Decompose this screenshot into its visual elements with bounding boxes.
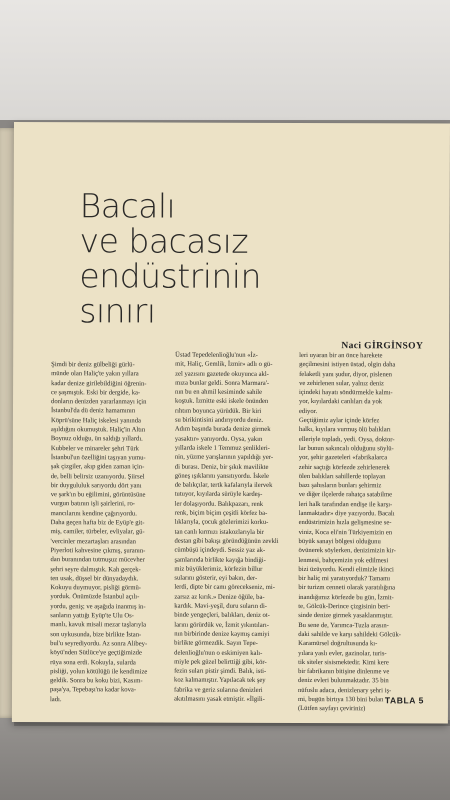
text-line: bir fabrikanın bitişine dinlenme ve [298,668,390,676]
text-line: Köprü'süne Haliç iskelesi yanında [50,416,141,425]
text-line: bazı şahısların bunları şehirmiz [298,482,382,490]
text-line: koz kalmamıştır. Yapılacak tek şey [174,676,266,685]
text-line: zel yazısını gazetede okuyunca akl- [175,370,269,378]
text-line: leri uyaran bir an önce harekete [299,351,383,360]
text-line: delenlioğlu'nun o eskimiyen kalı- [174,649,263,657]
text-line: kardık. Mavi-yeşil, duru suların di- [174,602,267,610]
text-line: lar bunun sakıncalı olduğunu söylü- [298,444,394,453]
text-line: ediyor. [298,407,318,415]
text-line: Geçtiğimiz aylar içinde körfez [298,417,380,425]
text-line: elleriyle topladı, yedi. Oysa, doktor- [298,435,395,444]
text-line: yasaktır» yanıyordu. Oysa, yakın [174,435,263,443]
text-line: lenmesi, bahçemizin yok edilmesi [298,556,389,564]
text-line: daki sahilde ve karşı sahildeki Gölcük- [298,630,401,639]
magazine-page [12,122,450,724]
text-line: leri halk tarafından endişe ile karşı- [298,500,393,509]
text-line: binde yengeçleri, balıkları, deniz ot- [174,611,270,620]
text-line: lıklarıyla, çocuk gözlerimizi korku- [174,518,269,527]
text-line: kadar denize girilebildiğini öğrenin- [51,379,147,388]
text-line: miş, camiler, türbeler, evliyalar, gü- [50,528,145,536]
text-line: larını görürdük ve, İzmit yıkıntıları- [174,621,269,629]
text-column-2 [174,351,293,705]
text-line: sanların yattığı Eyüp'te Ulu Os- [50,612,134,620]
text-line: di burası. Deniz, bir şıkık mavilikte [174,463,269,471]
text-line: nüfuslu adaca, denizlenary şehri iş- [298,686,392,695]
text-line: 'vercinler mezartaşları arasından [50,537,136,546]
text-line: şamlarında birlikte kayığa bindiği- [174,556,266,564]
text-line: zarsız az kırık.» Denize öğüle, ba- [174,593,265,601]
text-line: ve şark'ın bu eğilimini, görüntüsüne [50,491,146,499]
text-line: tan canlı kırmızı istakozlarıyla bir [174,528,264,536]
text-line: Piyerloti kahvesine çıkmış, şuranın- [50,547,146,555]
text-line: inandığımız körfezde bu gün, İzmit- [298,593,394,602]
text-line: dan buranından tutmuşuz mücevher [50,556,145,564]
text-line: miz büyüklerimiz, körfezin billur [174,565,263,573]
text-line: viniz, Koca eli'nin Türkiyemizin en [298,528,393,536]
text-line: Boynuz olduğu, ün saldığı yıllardı. [50,435,143,443]
text-line: ve diğer ilçelerde rahatça satabilme [298,491,393,499]
text-line: içindeki hayatı söndürmekle kalmı- [299,389,393,397]
text-line: felaketli yanı şudur, diyor, pislenen [299,370,392,378]
text-line: deniz evleri bulunmaktadır. 35 bin [298,677,389,685]
text-line: lerdi, dipte bir camı görecekseniz, mi- [174,583,275,592]
text-line: mi, bugün birtıya 130 bini bulan [297,695,384,704]
text-line: de, belli belirsiz uzanıyordu. Şiirsel [50,472,145,481]
article-title [79,188,339,329]
text-line: endüstrimizin hızla gelişmesine se- [298,519,392,527]
text-line: geçilmesini istiyen üstad, olgin daha [299,361,396,369]
text-line: yor, kıyılardaki canlıları da yok [299,398,383,406]
text-line: bir haliç mi yaratıyorduk? Tamamı [298,575,391,583]
text-line: paşa'ya, Tepebaşı'na kadar kova- [50,686,137,694]
text-line: yor, şehir gazeteleri «fabrikalarca [298,454,388,462]
text-line: rıhtım boyunca yürüdük. Bir kiri [174,407,262,415]
text-line: mit, Haliç, Gemlik, İzmir» adlı o gü- [175,360,273,369]
text-line: aşıldığını okumuştuk. Haliç'in Altın [50,426,146,434]
text-line: sinde denize girmek yasaklanmıştır. [298,612,393,620]
text-line: fabrika ve geriz sularına denizleri [174,686,263,694]
text-line: ler dolaşıyordu. Balıkpazarı, renk [174,500,264,508]
text-line: miyle pek güzel belirttiği gibi, kör- [174,658,267,666]
text-line: nın bu en ahmil kesiminde sahile [175,388,263,397]
text-line: bir duygululuk sarıyordu dört yanı [50,481,142,490]
text-line: ölen balıkları sahillerde toplayan [298,472,386,481]
text-line: pisliği, yolun kötülüğü ile kendimize [50,667,148,676]
text-line: cümbüşü içindeydi. Sessiz yaz ak- [174,546,266,555]
text-column-3 [298,351,417,714]
text-line: lanmaktadır» diye yazıyordu. Bacalı [298,510,395,518]
title-line-3: endüstrinin [79,256,261,296]
text-line: bizi üzüyordu. Kendi elimizle ikinci [298,565,394,574]
text-line: şak çizgiler, akıp giden zaman için- [50,463,145,471]
text-line: ce şaşmıştık. Eski bir dergide, ka- [51,389,141,397]
text-line: yılara yaslı evler, gazinolar, turis- [298,649,387,657]
text-line: mancılarını kendine çağırıyordu. [50,509,137,518]
text-line: su birikintisini andırıyordu deniz. [174,416,264,424]
text-line: zehir saçtığı körfezde zehirlenerek [298,463,390,471]
text-line: yordu, geniş; ve aşağıda inanmış in- [50,602,146,611]
author-byline: Naci GİRGİNSOY [341,341,424,352]
text-line: fezin suları pistir şimdi. Balık, isti- [174,667,267,675]
title-line-1: Bacalı [79,186,176,226]
text-line: İstanbul'un özelliğini taşıyan yumu- [50,454,146,462]
text-line: sularını gösterir, eyi bakın, der- [174,574,258,582]
text-line: Daha geçen hafta biz de Eyüp'e git- [50,519,145,527]
text-line: te, Gölcük-Derince çizgisinin beri- [298,603,391,611]
text-line: vurgun batının işli şairlerini, ro- [50,500,135,508]
text-line: köyü'nden Sütlüce'ye geçtiğimizde [50,649,142,657]
background-wall [0,0,450,120]
text-line: bir turizm cenneti olarak yaratılığına [298,584,396,592]
text-line: münde olan Haliç'te yakın yıllara [51,370,139,378]
text-line: Üstad Tepedelenlioğlu'nun «İz- [175,351,258,359]
text-line: yorduk. Önümüzde İstanbul açılı- [50,593,140,601]
text-line: de balıkçılar, tertk kafalarıyla ilervek [174,481,273,490]
text-line: halkı, kıyılara vurmuş ölü balıkları [298,426,391,434]
text-line: göneş ışıklarını yansıtıyordu. İskele [174,472,269,480]
text-line: nin, yüzme yarışlarının yapıldığı yer- [174,453,274,462]
page-number-label: TABLA 5 [384,695,425,706]
text-line: ve zehirlenen sular, yalnız deniz [299,379,384,388]
text-line: bul'u seyrediyordu. Az sonra Alibey- [50,640,148,648]
text-line: donların denizden yararlanmayı için [51,398,147,406]
text-line: tik siteler sisismektedir. Kimi kere [298,658,389,667]
text-line: ladı. [49,695,62,703]
text-line: koştuk. İzmitte eski iskele önünden [175,398,269,406]
text-line: övünerek söylerken, denizimizin kir- [298,547,396,555]
text-line: ten usak, düşsel bir dünyadaydık. [50,574,139,583]
text-line: Bu sene de, Yarımca-Tuzla arasın- [298,621,389,629]
text-line: büyük sanayi bölgesi olduğunu [298,537,381,546]
text-line: mıza bunlar geldi. Sonra Marmara'- [175,379,270,387]
title-line-2: ve bacasız [79,221,249,261]
text-line: geldik. Sonra bu koku bizi, Kasım- [50,677,143,685]
text-line: renk, biçim biçim çeşitli körfez ba- [174,509,268,517]
text-line: Kokuyu duymuyor, pisliği görmü- [50,584,141,592]
text-line: destan gibi bakışı göründüğünün zevkli [174,537,279,545]
text-line: nın birbirinde denize kaymış camiyi [174,630,270,638]
text-line: akıtılmasını yasak etmiştir. «İlgili- [173,695,265,703]
text-line: yıllarda iskele 1 Temmuz şenlikleri- [174,444,270,452]
text-line: manlı, kavuk misali mezar taşlarıyla [50,621,147,629]
text-line: tutuyor, kıyılarda sürüyle kardeş- [174,491,263,499]
text-line: (Lütfen sayfayı çeviriniz) [297,705,366,713]
text-line: son uykusunda, bize birlikte İstan- [50,630,142,639]
text-line: rüya sona erdi. Kokuyla, sularda [50,658,136,666]
text-line: Karamürsel doğrultusunda kı- [298,640,378,648]
text-line: Adım başında burada denize girmek [174,425,271,434]
text-line: Kubbeler ve minareler şehri Türk [50,444,140,453]
text-line: İstanbul'da dü deniz hamamının [50,407,136,415]
text-line: şehri seyre dalmıştık. Kah gerçek- [50,565,141,573]
text-line: Şimdi bir deniz gülbeliği gürlü- [51,361,135,369]
text-column-1 [50,360,169,704]
title-line-4: sınırı [79,291,156,331]
text-line: birlikte görmezdik. Sayın Tepe- [174,639,258,648]
